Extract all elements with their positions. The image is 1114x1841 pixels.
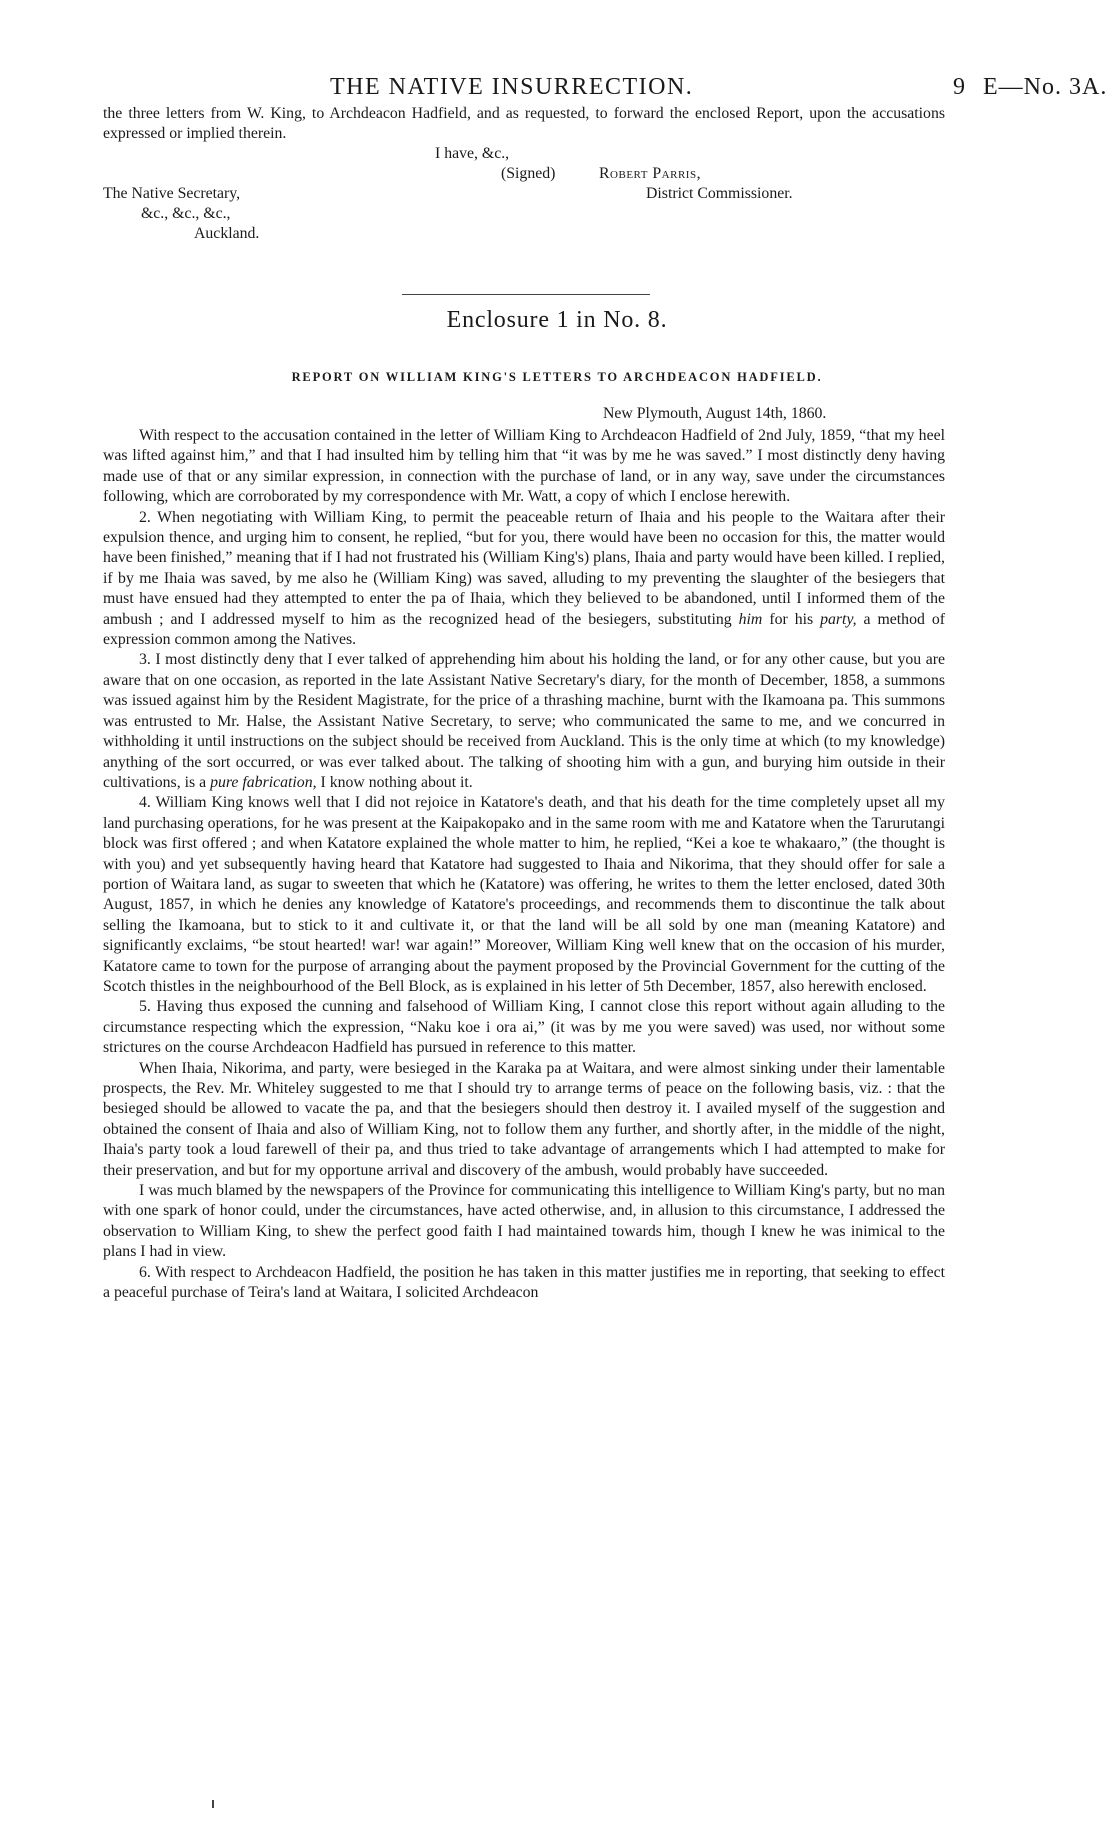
- enclosure-heading: Enclosure 1 in No. 8.: [446, 307, 668, 333]
- letter-signoff: [103, 145, 945, 270]
- paper-reference: E—No. 3A.: [983, 74, 1108, 100]
- report-dateline: New Plymouth, August 14th, 1860.: [603, 405, 827, 422]
- report-paragraph-4: 4. William King knows well that I did not rejoice in Katatore's death, and that his death for the time completely upset all my land purchasing operations, for he was present at the Kaipakopako and in the same room with me and Katatore when the Tarurutangi block was first offered ; and when Katatore explained the whole matter to him, he replied, “Kei a koe te whakaaro,” (the thought is with you) and yet subsequently having heard that Katatore had suggested to Ihaia and Nikorima, that they should offer for sale a portion of Waitara land, as sugar to sweeten that which he (Katatore) was offering, he writes to them the letter enclosed, dated 30th August, 1857, in which he denies any knowledge of Katatore's proceedings, and recommends them to discontinue the talk about selling the Ikamoana, but to stick to it and cultivate it, or that the land will be all sold by one man (meaning Katatore) and significantly exclaims, “be stout hearted! war! war again!” Moreover, William King well knew that on the occasion of his murder, Katatore came to town for the purpose of arranging about the payment proposed by the Provincial Government for the cutting of the Scotch thistles in the neighbourhood of the Bell Block, as is explained in his letter of 5th December, 1857, also herewith enclosed.: [103, 794, 945, 995]
- report-paragraph-5: 5. Having thus exposed the cunning and falsehood of William King, I cannot close this report without again alluding to the circumstance respecting which the expression, “Naku koe i ora ai,” (it was by me you were saved) was used, nor without some strictures on the course Archdeacon Hadfield has pursued in reference to this matter.: [103, 998, 945, 1057]
- report-paragraph-3: 3. I most distinctly deny that I ever talked of apprehending him about his holding the land, or for any other cause, but you are aware that on one occasion, as reported in the late Assistant Native Secretary's diary, for the month of December, 1858, a summons was issued against him by the Resident Magistrate, for the price of a thrashing machine, burnt with the Ikamoana pa. This summons was entrusted to Mr. Halse, the Assistant Native Secretary, to serve; who communicated the same to me, and we concurred in withholding it until instructions on the subject should be received from Auckland. This is the only time at which (to my knowledge) anything of the sort occurred, or was ever talked about. The talking of shooting him with a gun, and burying him outside in their cultivations, is a pure fabrication, I know nothing about it.: [103, 651, 945, 791]
- report-paragraph-1: With respect to the accusation contained in the letter of William King to Archdeacon Hadfield of 2nd July, 1859, “that my heel was lifted against him,” and that I had insulted him by telling him that “it was by me he was saved.” I most distinctly deny having made use of that or any similar expression, in connection with the purchase of land, or in any way, save under the circumstances following, which are corroborated by my correspondence with Mr. Watt, a copy of which I enclose herewith.: [103, 427, 945, 506]
- signatory-name: Robert Parris,: [599, 165, 702, 182]
- page-number: 9: [953, 74, 965, 100]
- report-paragraph-8: 6. With respect to Archdeacon Hadfield, the position he has taken in this matter justifies me in reporting, that seeking to effect a peaceful purchase of Teira's land at Waitara, I solicited Archdeacon: [103, 1263, 945, 1302]
- addressee-etc: &c., &c., &c.,: [141, 205, 231, 222]
- section-divider: [402, 294, 650, 295]
- running-title: THE NATIVE INSURRECTION.: [330, 74, 694, 100]
- addressee: The Native Secretary,: [103, 185, 241, 202]
- report-body: [103, 426, 945, 1303]
- addressee-place: Auckland.: [194, 225, 260, 242]
- report-paragraph-2: 2. When negotiating with William King, to permit the peaceable return of Ihaia and his people to the Waitara after their expulsion thence, and urging him to consent, he replied, “but for you, there would have been no occasion for this, the matter would have been finished,” meaning that if I had not frustrated his (William King's) plans, Ihaia and party would have been killed. I replied, if by me Ihaia was saved, by me also he (William King) was saved, alluding to my preventing the slaughter of the besiegers that must have ensued had they attempted to enter the pa of Ihaia, which they believed to be abandoned, until I informed them of the ambush ; and I addressed myself to him as the recognized head of the besiegers, substituting him for his party, a method of expression common among the Natives.: [103, 508, 945, 649]
- print-speck: [212, 1800, 214, 1808]
- signatory-title: District Commissioner.: [646, 185, 793, 202]
- signed-label: (Signed): [501, 165, 556, 182]
- letter-closing: [103, 104, 945, 145]
- report-title: REPORT ON WILLIAM KING'S LETTERS TO ARCHDEACON HADFIELD.: [291, 370, 823, 384]
- report-paragraph-7: I was much blamed by the newspapers of the Province for communicating this intelligence to William King's party, but no man with one spark of honor could, under the circumstances, have acted otherwise, and, in allusion to this circumstance, I addressed the observation to William King, to shew the perfect good faith I had maintained towards him, though I knew he was inimical to the plans I had in view.: [103, 1182, 945, 1261]
- closing-formula: I have, &c.,: [435, 145, 510, 162]
- letter-closing-paragraph: the three letters from W. King, to Archdeacon Hadfield, and as requested, to forward the enclosed Report, upon the accusations expressed or implied therein.: [103, 105, 945, 143]
- report-paragraph-6: When Ihaia, Nikorima, and party, were besieged in the Karaka pa at Waitara, and were almost sinking under their lamentable prospects, the Rev. Mr. Whiteley suggested to me that I should try to arrange terms of peace on the following basis, viz. : that the besieged should be allowed to vacate the pa, and that the besiegers should then destroy it. I availed myself of the suggestion and obtained the consent of Ihaia and also of William King, not to follow them any further, and shortly after, in the middle of the night, Ihaia's party took a loud farewell of their pa, and thus tried to take advantage of arrangements which I had attempted to make for their preservation, and but for my opportune arrival and discovery of the ambush, would probably have succeeded.: [103, 1059, 945, 1179]
